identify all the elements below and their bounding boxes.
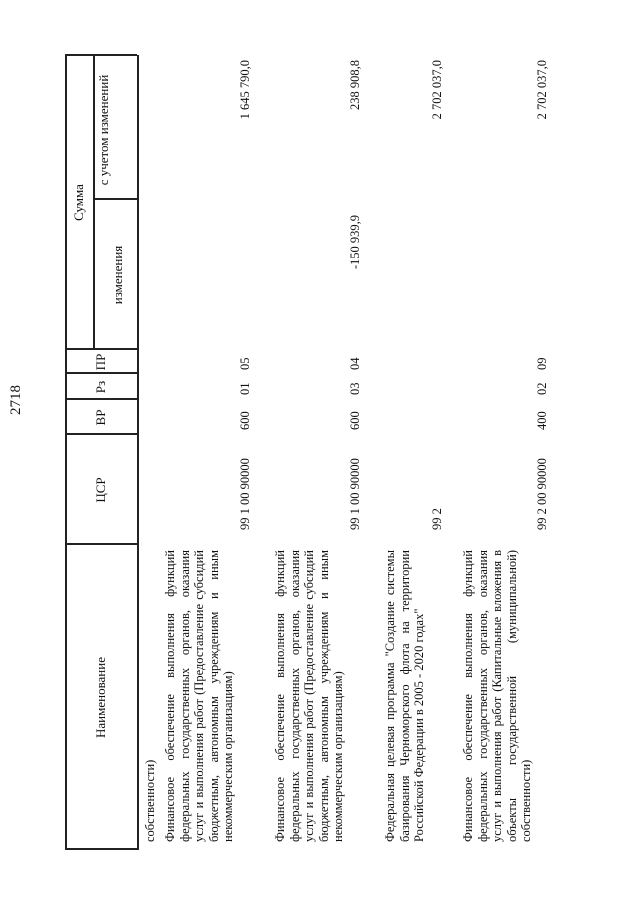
- row-2-adjusted: 238 908,8: [348, 60, 362, 110]
- header-adjusted: с учетом изменений: [96, 74, 111, 186]
- row-1-name: Финансовое обеспечение выполнения функций федеральных государственных органов, оказания услуг и выполнения работ (Предоставление субсидий бюджетным, автономным учреждениям и иным некоммерческим организациям): [163, 550, 235, 842]
- row-3-name: Федеральная целевая программа "Создание системы базирования Черноморского флота на территории Российской Федерации в 2005 - 2020 годах": [383, 550, 426, 842]
- row-1-pr: 05: [238, 357, 252, 370]
- row-2-name: Финансовое обеспечение выполнения функций федеральных государственных органов, оказания услуг и выполнения работ (Предоставление субсидий бюджетным, автономным учреждениям и иным некоммерческим организациям): [273, 550, 345, 842]
- row-4-rz: 02: [535, 382, 549, 395]
- header-pr: ПР: [93, 353, 108, 371]
- header-csr: ЦСР: [93, 477, 108, 503]
- budget-table: [65, 55, 585, 850]
- row-4-vr: 400: [535, 411, 549, 430]
- row-1-csr: 99 1 00 90000: [238, 458, 252, 530]
- row-4-name: Финансовое обеспечение выполнения функций федеральных государственных органов, оказания услуг и выполнения работ (Капитальные вложения в объекты государственной (муниципальной) собственности): [461, 550, 533, 842]
- header-sum-underline: [93, 55, 95, 350]
- header-name: Наименование: [93, 657, 108, 738]
- row-2-rz: 03: [348, 382, 362, 395]
- row-2-change: -150 939,9: [348, 215, 362, 270]
- row-1-rz: 01: [238, 382, 252, 395]
- header-vr: ВР: [93, 409, 108, 426]
- row-3-csr: 99 2: [430, 508, 444, 530]
- header-bottom-border: [137, 55, 139, 850]
- header-rz: Рз: [93, 380, 108, 394]
- row-2-vr: 600: [348, 411, 362, 430]
- row-1-vr: 600: [238, 411, 252, 430]
- page-number: 2718: [8, 385, 24, 415]
- row-2-csr: 99 1 00 90000: [348, 458, 362, 530]
- header-change: изменения: [110, 245, 125, 305]
- table-top-border: [65, 55, 67, 850]
- prev-row-fragment: собственности): [143, 759, 157, 842]
- row-1-adjusted: 1 645 790,0: [238, 60, 252, 120]
- row-4-csr: 99 2 00 90000: [535, 458, 549, 530]
- row-4-pr: 09: [535, 357, 549, 370]
- header-sum: Сумма: [71, 184, 86, 221]
- row-3-adjusted: 2 702 037,0: [430, 60, 444, 120]
- row-4-adjusted: 2 702 037,0: [535, 60, 549, 120]
- row-2-pr: 04: [348, 357, 362, 370]
